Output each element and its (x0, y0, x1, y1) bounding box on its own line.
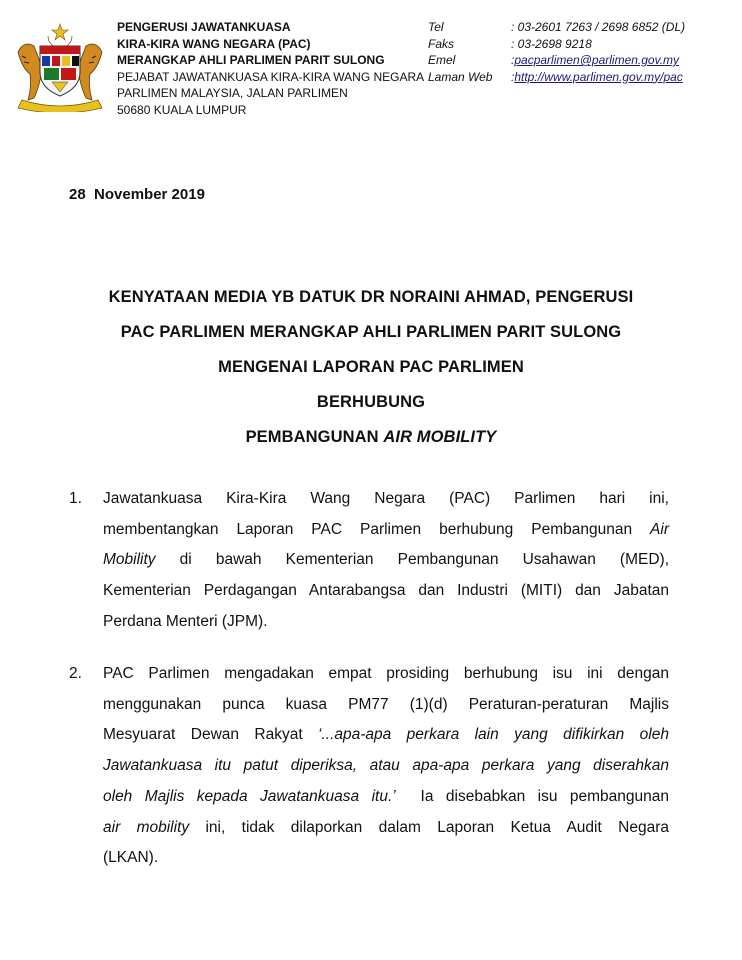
text-line (103, 545, 669, 576)
web-label: Laman Web (428, 69, 493, 84)
italic-span: ‘...apa-apa perkara lain yang difikirkan oleh (318, 726, 669, 744)
contact-block (428, 19, 685, 85)
email-link[interactable]: pacparlimen@parlimen.gov.my (514, 53, 680, 67)
title-text: PEMBANGUNAN (245, 428, 384, 446)
text-line (103, 782, 669, 813)
italic-span: air mobility (103, 818, 190, 836)
text-line (103, 813, 669, 844)
org-line: 50680 KUALA LUMPUR (117, 102, 247, 117)
web-link[interactable]: http://www.parlimen.gov.my/pac (514, 69, 683, 84)
org-line: KIRA-KIRA WANG NEGARA (PAC) (117, 36, 311, 51)
text-line: Jawatankuasa itu patut diperiksa, atau apa-apa perkara yang diserahkan (103, 757, 669, 775)
text-line: Jawatankuasa Kira-Kira Wang Negara (PAC) Parlimen hari ini, (103, 490, 669, 507)
org-line: MERANGKAP AHLI PARLIMEN PARIT SULONG (117, 53, 385, 67)
tel-label: Tel (428, 20, 444, 34)
email-sep: : (511, 53, 515, 67)
fax-label: Faks (428, 36, 455, 51)
text-line: (LKAN). (103, 849, 159, 867)
text-line (103, 515, 669, 546)
text-line: Kementerian Perdagangan Antarabangsa dan Industri (MITI) dan Jabatan (103, 582, 669, 600)
paragraph-number: 1. (69, 490, 82, 507)
title-line: MENGENAI LAPORAN PAC PARLIMEN (218, 358, 524, 376)
paragraph-1 (69, 484, 669, 638)
italic-span: oleh Majlis kepada Jawatankuasa itu.’ (103, 787, 396, 805)
text-span: di bawah Kementerian Pembangunan Usahawan (MED), (155, 551, 669, 569)
italic-span: Air (650, 520, 669, 538)
paragraph-text (103, 484, 669, 638)
title-line: PAC PARLIMEN MERANGKAP AHLI PARLIMEN PARIT SULONG (120, 323, 622, 341)
title-line: BERHUBUNG (316, 393, 426, 411)
coat-of-arms-icon (12, 22, 108, 112)
email-label: Emel (428, 53, 456, 67)
paragraph-number: 2. (69, 665, 82, 682)
fax-value: : 03-2698 9218 (511, 36, 592, 51)
title-line: KENYATAAN MEDIA YB DATUK DR NORAINI AHMAD, PENGERUSI (108, 288, 634, 306)
text-span: Ia disebabkan isu pembangunan (395, 787, 669, 805)
title-line (0, 420, 742, 455)
text-line (103, 720, 669, 751)
web-sep: : (511, 69, 515, 84)
org-line: PARLIMEN MALAYSIA, JALAN PARLIMEN (117, 86, 348, 100)
tel-value: : 03-2601 7263 / 2698 6852 (DL) (511, 20, 686, 34)
org-line: PENGERUSI JAWATANKUASA (117, 20, 291, 34)
title-italic-text: AIR MOBILITY (383, 428, 497, 446)
paragraph-2 (69, 659, 669, 874)
contact-tel (428, 19, 685, 36)
paragraph-text (103, 659, 669, 874)
text-span: Mesyuarat Dewan Rakyat (103, 726, 319, 744)
text-line: Perdana Menteri (JPM). (103, 612, 268, 630)
committee-address-block (117, 19, 424, 118)
statement-date: 28 November 2019 (69, 186, 205, 203)
text-line: PAC Parlimen mengadakan empat prosiding berhubung isu ini dengan (103, 665, 669, 682)
org-line: PEJABAT JAWATANKUASA KIRA-KIRA WANG NEGARA (117, 69, 425, 84)
text-span: ini, tidak dilaporkan dalam Laporan Ketua Audit Negara (189, 818, 669, 836)
italic-span: Mobility (103, 551, 156, 569)
statement-title (0, 280, 742, 455)
contact-fax (428, 36, 685, 53)
text-span: membentangkan Laporan PAC Parlimen berhubung Pembangunan (103, 520, 651, 538)
text-line: menggunakan punca kuasa PM77 (1)(d) Peraturan-peraturan Majlis (103, 695, 669, 713)
contact-web (428, 69, 685, 86)
contact-email (428, 52, 685, 69)
